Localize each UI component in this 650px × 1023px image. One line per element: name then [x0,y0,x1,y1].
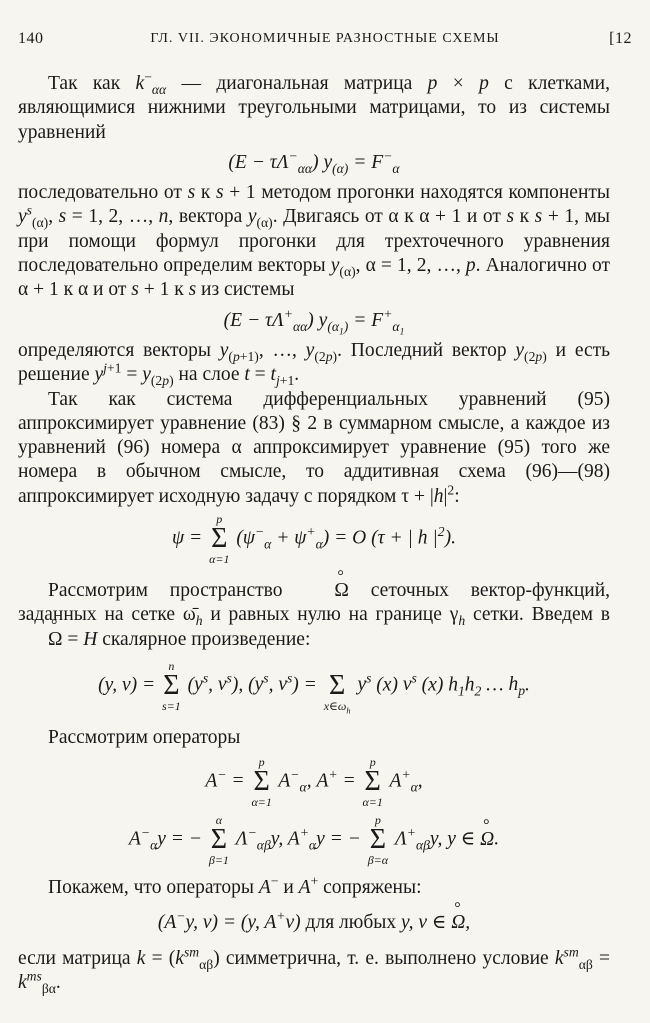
equation-4: (y, v) = n Σ s=1 ($y^s$, $v^s$), ($y^s$, $v^s$) = Σ $x\in\omega_h$ $y^s$ (x) $v^s$ (x) $h_1h_2$ … $h_p$. [98,658,530,716]
paragraph-2: последовательно от s к s + 1 методом прогонки находятся компоненты $y^s_{(\alpha)}$, s = 1, 2, …, n, вектора $y_{(\alpha)}$. Двигаясь от α к α + 1 и от s к s + 1, мы при помощи формул прогонки для трехточечного уравнения последовательно определим векторы $y_{(\alpha)}$, α = 1, 2, …, p. Аналогично от α + 1 к α и от s + 1 к s из системы [18,182,611,301]
paragraph-8: если матрица $k = (k^{sm}_{\alpha\beta})$ симметрична, т. е. выполнено условие $k^{sm}_{\alpha\beta} = k^{ms}_{\beta\alpha}$. [18,944,611,997]
section-number: [12 [609,30,632,47]
paragraph-3: определяются векторы $y_{(p+1)}$, …, $y_{(2p)}$. Последний вектор $y_{(2p)}$ и есть решение $y^{j+1} = y_{(2p)}$ на слое $t = t_{j+1}$. [18,339,611,389]
page-body [18,69,611,997]
equation-5: A− = p Σ α=1 $A^-_\alpha$, A+ = p Σ α=1 $A^+_\alpha$, [205,755,423,810]
equation-7: (A−y, v) = (y, A+v) для любых y, v ∈ ° Ω, [18,911,610,935]
equation-6: $A^-_\alpha y$ = − α Σ β=1 $\Lambda^-_{\alpha\beta}y$, $A^+_\alpha y$ = − p Σ β=α $\Lambda^+_{\alpha\beta}y$, y ∈ ° Ω. [18,814,610,866]
paragraph-7: Покажем, что операторы A− и A+ сопряжены: [48,873,422,899]
equation-2: $(E - \tau\Lambda^+_{\alpha\alpha})$ $y_{(\alpha_1)} = F^+_{\alpha_1}$ [223,306,405,338]
equation-3: ψ = p Σ α=1 $(\psi^-_\alpha + \psi^+_\alpha) = O$ (τ + | h $|^2$). [172,512,456,567]
paragraph-5: Рассмотрим пространство ° Ω сеточных вектор-функций, заданных на сетке $\omegā_h$ и равных нулю на границе $\gamma_h$ сетки. Введем в ° Ω = H скалярное произведение: [18,579,610,652]
equation-1: $(E - \tau\Lambda^-_{\alpha\alpha})$ $y_{(\alpha)} = F^-_\alpha$ [228,148,400,176]
paragraph-4: Так как система дифференциальных уравнений (95) аппроксимирует уравнение (83) § 2 в суммарном смысле, а каждое из уравнений (96) номера α аппроксимирует уравнение (95) того же номера в обычном смысле, то аддитивная схема (96)—(98) аппроксимирует исходную задачу с порядком $\tau + |h|^2$: [18,388,610,507]
chapter-title: ГЛ. VII. ЭКОНОМИЧНЫЕ РАЗНОСТНЫЕ СХЕМЫ [150,31,500,46]
paragraph-6: Рассмотрим операторы [48,726,241,748]
page-number: 140 [18,30,44,47]
paragraph-1: Так как $k^-_{\alpha\alpha}$ — диагональная матрица p × p с клетками, являющимися нижними треугольными матрицами, то из системы уравнений [18,69,610,143]
